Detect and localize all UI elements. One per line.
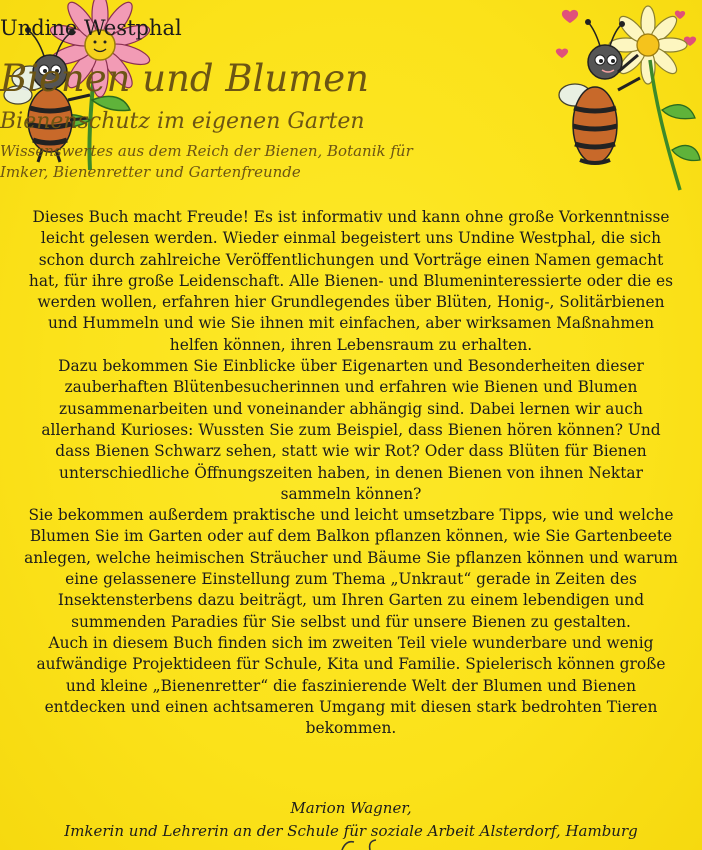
review-line: schon durch zahlreiche Veröffentlichungen und Vorträge einen Namen gemacht [38,250,664,269]
review-line: Insektensterbens dazu beiträgt, um Ihren Garten zu einem lebendigen und [57,591,645,610]
review-line: entdecken und einen achtsameren Umgang mit diesen stark bedrohten Tieren [44,697,658,716]
review-line: allerhand Kurioses: Wussten Sie zum Beispiel, dass Bienen hören können? Und [41,420,661,439]
book-subtitle: Bienenschutz im eigenen Garten [0,109,365,134]
review-line: bekommen. [305,719,397,738]
review-line: Auch in diesem Buch finden sich im zweiten Teil viele wunderbare und wenig [48,633,654,652]
review-line: zusammenarbeiten und voneinander abhängig sind. Dabei lernen wir auch [59,399,643,418]
review-line: helfen können, ihren Lebensraum zu erhalten. [169,335,533,354]
review-line: Sie bekommen außerdem praktische und leicht umsetzbare Tipps, wie und welche [28,506,674,525]
review-line: zauberhaften Blütenbesucherinnen und erfahren wie Bienen und Blumen [64,378,638,397]
signature [0,797,702,843]
book-title: Bienen und Blumen [0,57,370,100]
signature-name: Marion Wagner, [290,799,412,817]
review-line: anlegen, welche heimischen Sträucher und Bäume Sie pflanzen können und warum [24,548,678,567]
review-line: und Hummeln und wie Sie ihnen mit einfachen, aber wirksamen Maßnahmen [47,314,655,333]
review-line: werden wollen, erfahren hier Grundlegendes über Blüten, Honig-, Solitärbienen [37,293,665,312]
review-line: leicht gelesen werden. Wieder einmal begeistert uns Undine Westphal, die sich [40,229,662,248]
review-line: Dazu bekommen Sie Einblicke über Eigenarten und Besonderheiten dieser [58,357,644,376]
review-line: dass Bienen Schwarz sehen, statt wie wir Rot? Oder dass Blüten für Bienen [55,442,647,461]
signature-role: Imkerin und Lehrerin an der Schule für soziale Arbeit Alsterdorf, Hamburg [64,822,638,840]
author-name: Undine Westphal [0,16,182,40]
review-line: Dieses Buch macht Freude! Es ist informativ und kann ohne große Vorkenntnisse [32,208,670,226]
review-line: eine gelassenere Einstellung zum Thema „Unkraut“ gerade in Zeiten des [65,570,637,589]
review-line: aufwändige Projektideen für Schule, Kita und Familie. Spielerisch können große [36,655,666,674]
book-tagline [0,141,702,183]
review-text [6,207,696,739]
tagline-line: Imker, Bienenretter und Gartenfreunde [0,163,301,181]
review-line: Blumen Sie im Garten oder auf dem Balkon pflanzen können, wie Sie Gartenbeete [29,527,673,546]
review-line: hat, für ihre große Leidenschaft. Alle Bienen- und Blumeninteressierte oder die es [28,271,674,290]
review-line: summenden Paradies für Sie selbst und für unsere Bienen zu gestalten. [71,612,631,631]
review-line: und kleine „Bienenretter“ die faszinierende Welt der Blumen und Bienen [65,676,637,695]
tagline-line: Wissenswertes aus dem Reich der Bienen, Botanik für [0,142,413,160]
review-line: unterschiedliche Öffnungszeiten haben, in denen Bienen von ihnen Nektar [59,463,643,482]
review-line: sammeln können? [280,484,422,503]
